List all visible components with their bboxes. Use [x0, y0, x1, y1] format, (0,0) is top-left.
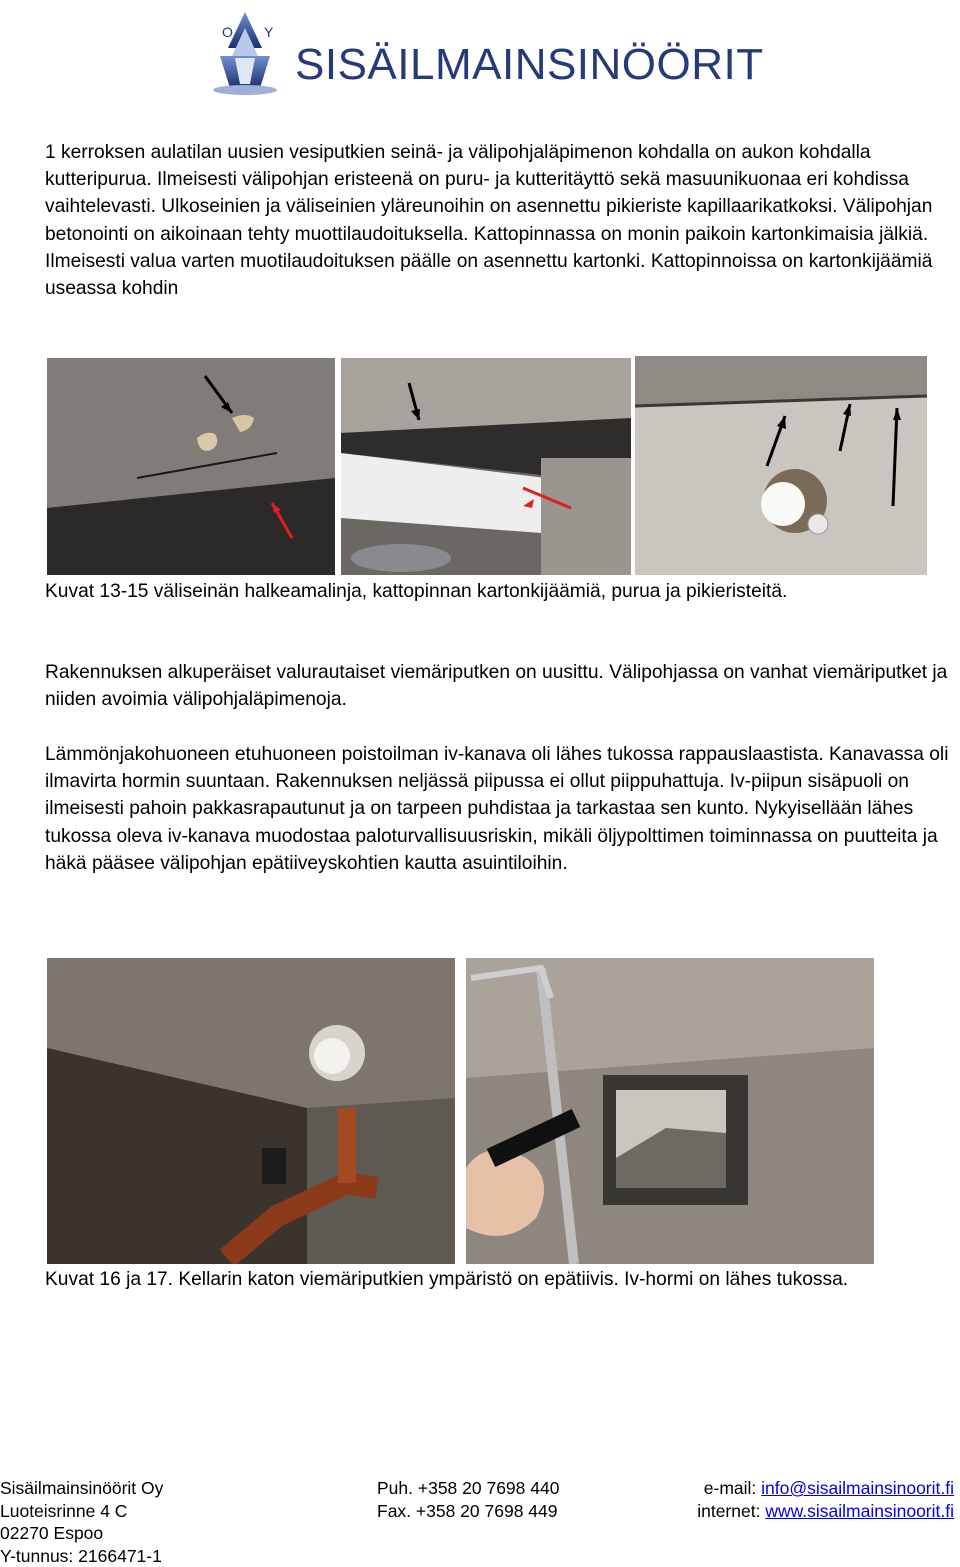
- footer-address-block: [0, 1477, 163, 1567]
- footer-web-block: [697, 1477, 954, 1522]
- footer-email-link[interactable]: info@sisailmainsinoorit.fi: [761, 1478, 954, 1498]
- logo-emblem-icon: [200, 8, 290, 98]
- photo-17: [466, 958, 874, 1264]
- caption-photos-13-15: Kuvat 13-15 väliseinän halkeamalinja, kattopinnan kartonkijäämiä, purua ja pikieristeitä.: [45, 581, 788, 602]
- footer-ytunnus: Y-tunnus: 2166471-1: [0, 1545, 162, 1566]
- caption-photos-16-17: Kuvat 16 ja 17. Kellarin katon viemäriputkien ympäristö on epätiivis. Iv-hormi on lähes tukossa.: [45, 1269, 849, 1290]
- paragraph-1: 1 kerroksen aulatilan uusien vesiputkien seinä- ja välipohjaläpimenon kohdalla on aukon kohdalla kutteripurua. Ilmeisesti välipohjan eristeenä on puru- ja kutteritäyttö sekä masuunikuonaa eri kohdissa vaihtelevasti. Ulkoseinien ja väliseinien yläreunoihin on asennettu pikieriste kapillaarikatkoksi. Välipohjan betonointi on aikoinaan tehty muottilaudoituksella. Kattopinnassa on monin paikoin kartonkimaisia jälkiä. Ilmeisesti valua varten muotilaudoituksen päälle on asennettu kartonki. Kattopinnoissa on kartonkijäämiä useassa kohdin: [45, 142, 933, 300]
- paragraph-3: Lämmönjakohuoneen etuhuoneen poistoilman iv-kanava oli lähes tukossa rappauslaastista. Kanavassa oli ilmavirta hormin suuntaan. Rakennuksen neljässä piipussa ei ollut piippuhattuja. Iv-piipun sisäpuoli on ilmeisesti pahoin pakkasrapautunut ja on tarpeen puhdistaa ja tarkastaa sen kunto. Nykyisellään lähes tukossa oleva iv-kanava muodostaa paloturvallisuusriskin, mikäli öljypolttimen toiminnassa on puutteita ja häkä pääsee välipohjan epätiiveyskohtien kautta asuintiloihin.: [45, 744, 949, 874]
- photo-14: [341, 358, 631, 575]
- logo-letter-y: Y: [264, 24, 274, 40]
- logo-wordmark: SISÄILMAINSINÖÖRIT: [295, 40, 764, 89]
- paragraph-2: Rakennuksen alkuperäiset valurautaiset viemäriputken on uusittu. Välipohjassa on vanhat viemäriputket ja niiden avoimia välipohjaläpimenoja.: [45, 662, 948, 711]
- footer-fax: Fax. +358 20 7698 449: [377, 1500, 558, 1521]
- photo-16: [47, 958, 455, 1264]
- footer-internet-label: internet:: [697, 1500, 766, 1521]
- footer-email-label: e-mail:: [703, 1478, 762, 1498]
- footer-internet-link[interactable]: www.sisailmainsinoorit.fi: [765, 1500, 954, 1521]
- footer-contact-block: [377, 1477, 559, 1522]
- photo-13: [47, 358, 335, 575]
- photo-15: [635, 356, 927, 575]
- footer-company: Sisäilmainsinöörit Oy: [0, 1478, 164, 1498]
- footer-postal: 02270 Espoo: [0, 1523, 104, 1543]
- company-logo: [200, 8, 764, 98]
- footer-phone: Puh. +358 20 7698 440: [377, 1478, 560, 1498]
- footer-street: Luoteisrinne 4 C: [0, 1500, 128, 1521]
- logo-letter-o: O: [222, 24, 233, 40]
